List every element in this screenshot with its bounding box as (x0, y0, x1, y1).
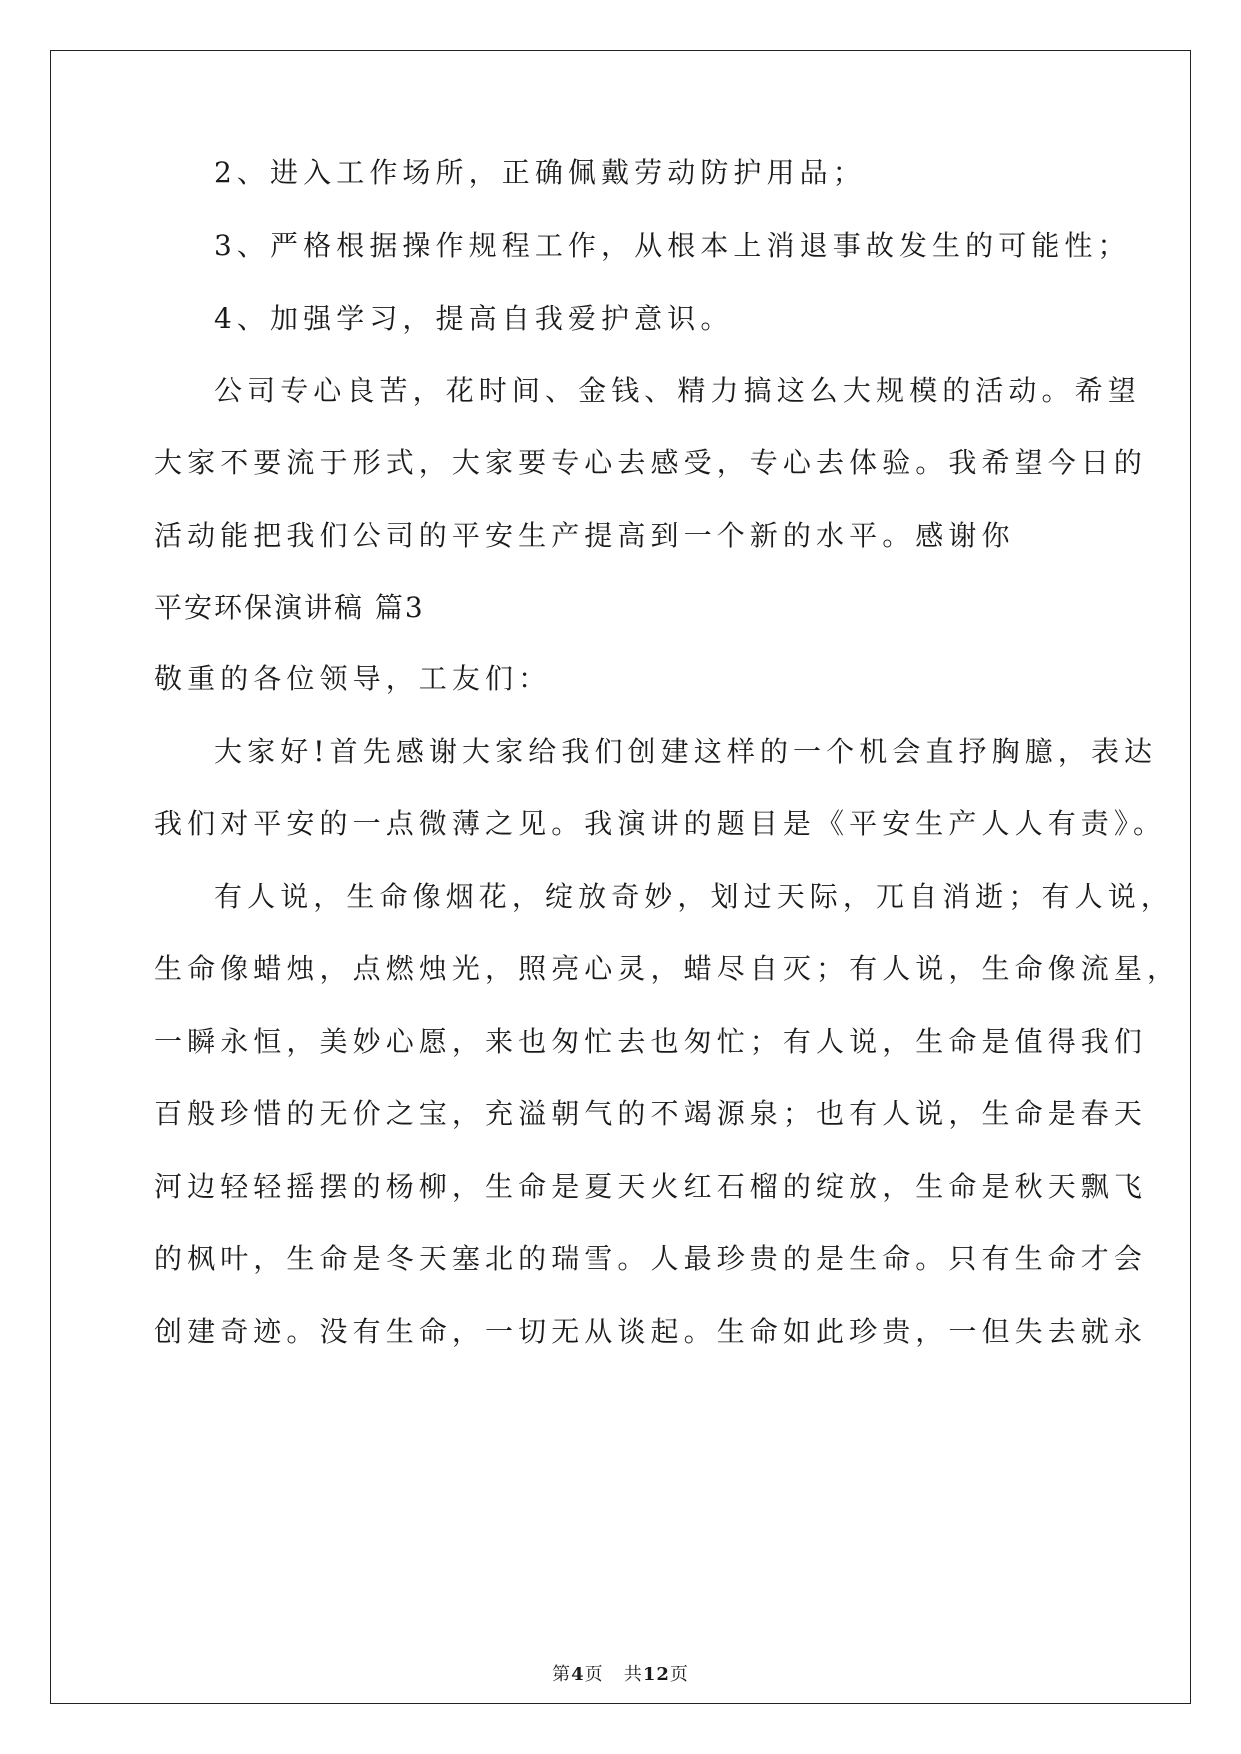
footer-total-pages: 12 (642, 1664, 670, 1685)
footer-total-unit: 页 (669, 1664, 689, 1685)
paragraph-line: 一瞬永恒，美妙心愿，来也匆忙去也匆忙；有人说，生命是值得我们 (154, 1025, 1148, 1058)
footer-page-unit: 页 (584, 1664, 604, 1685)
section-heading: 平安环保演讲稿 篇3 (154, 591, 425, 624)
paragraph-line: 河边轻轻摇摆的杨柳，生命是夏天火红石榴的绽放，生命是秋天飘飞 (154, 1170, 1148, 1203)
page-border (50, 50, 1191, 1704)
paragraph-line: 大家不要流于形式，大家要专心去感受，专心去体验。我希望今日的 (154, 446, 1148, 479)
paragraph-line: 的枫叶，生命是冬天塞北的瑞雪。人最珍贵的是生命。只有生命才会 (154, 1242, 1148, 1275)
paragraph-line: 我们对平安的一点微薄之见。我演讲的题目是《平安生产人人有责》。 (154, 807, 1167, 840)
footer-total-prefix: 共 (623, 1664, 643, 1685)
list-item-4: 4、加强学习，提高自我爱护意识。 (214, 302, 734, 335)
paragraph-line: 百般珍惜的无价之宝，充溢朝气的不竭源泉；也有人说，生命是春天 (154, 1097, 1148, 1130)
list-item-2: 2、进入工作场所，正确佩戴劳动防护用品； (214, 156, 866, 189)
paragraph-line: 生命像蜡烛，点燃烛光，照亮心灵，蜡尽自灭；有人说，生命像流星， (154, 952, 1181, 985)
paragraph-line: 大家好!首先感谢大家给我们创建这样的一个机会直抒胸臆，表达 (214, 735, 1158, 768)
footer-prefix: 第 (552, 1664, 572, 1685)
paragraph-line: 公司专心良苦，花时间、金钱、精力搞这么大规模的活动。希望 (214, 374, 1141, 407)
page-footer (0, 1664, 1241, 1686)
paragraph-line: 有人说，生命像烟花，绽放奇妙，划过天际，兀自消逝；有人说， (214, 880, 1174, 913)
salutation: 敬重的各位领导，工友们： (154, 662, 552, 695)
paragraph-line: 活动能把我们公司的平安生产提高到一个新的水平。感谢你 (154, 519, 1015, 552)
list-item-3: 3、严格根据操作规程工作，从根本上消退事故发生的可能性； (214, 229, 1131, 262)
paragraph-line: 创建奇迹。没有生命，一切无从谈起。生命如此珍贵，一但失去就永 (154, 1315, 1148, 1348)
footer-page-number: 4 (571, 1664, 585, 1685)
